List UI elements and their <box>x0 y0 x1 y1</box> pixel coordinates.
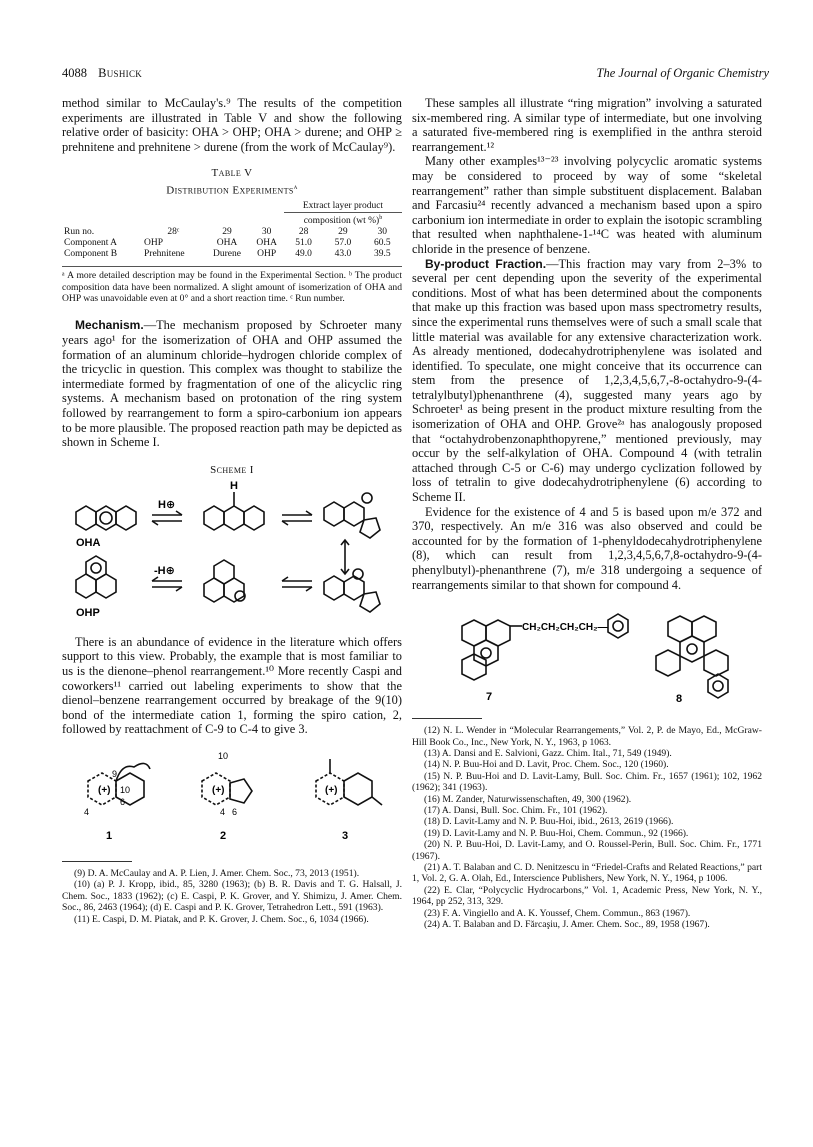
footnote: (13) A. Dansi and E. Salvioni, Gazz. Chim. Ital., 71, 549 (1949). <box>424 748 672 759</box>
footnote: (21) A. T. Balaban and C. D. Nenitzescu in “Friedel-Crafts and Related Reactions,” part 1, Vol. 2, G. A. Olah, Ed., Interscience Publishers, New York, N. Y., 1964, p 1006. <box>412 862 762 885</box>
table-row: Component A OHP OHA OHA 51.0 57.0 60.5 <box>64 238 391 249</box>
footnote-divider <box>62 861 132 862</box>
running-author: Busнick <box>98 66 143 80</box>
footnote: (9) D. A. McCaulay and A. P. Lien, J. Amer. Chem. Soc., 73, 2013 (1951). <box>74 867 360 879</box>
position-10-label: 10 <box>120 784 131 795</box>
table-notes: ᵃ A more detailed description may be found in the Experimental Section. ᵇ The product composition data have been normalized. A slight amount of isomerization of OHA and OHP was unavoidable even at 0° and a short reaction time. ᶜ Run number. <box>62 266 402 304</box>
skeletal-rearrangement-paragraph: Many other examples¹³⁻²³ involving polycyclic aromatic systems may be considered to proceed by way of some “skeletal rearrangement” rather than simple substituent displacement. Balaban and Farcasiu²⁴ recently advanced a mechanism based upon a spiro carbonium ion intermediate in order to explain the isotopic scrambling that resulted when naphthalene-1-¹⁴C was heated with aluminum chloride in the presence of benzene. <box>412 154 762 256</box>
compound-structures <box>412 602 762 712</box>
footnote: (14) N. P. Buu-Hoi and D. Lavit, Proc. Chem. Soc., 120 (1960). <box>424 759 669 771</box>
position-6-label-2: 6 <box>232 806 238 817</box>
footnote: (15) N. P. Buu-Hoi and D. Lavit-Lamy, Bull. Soc. Chim. Fr., 1657 (1961); 102, 1962 (1962); 341 (1963). <box>412 770 762 794</box>
footnote: (18) D. Lavit-Lamy and N. P. Buu-Hoi, ibid., 2613, 2619 (1966). <box>424 816 674 828</box>
footnote: (20) N. P. Buu-Hoi, D. Lavit-Lamy, and O. Roussel-Perin, Bull. Soc. Chim. Fr., 1771 (1967). <box>412 839 762 862</box>
table-row-runs: Run no. 28ᶜ 29 30 28 29 30 <box>64 227 388 238</box>
footnotes-right <box>412 725 762 930</box>
table-v <box>62 167 402 304</box>
footnote: (11) E. Caspi, D. M. Piatak, and P. K. Grover, J. Chem. Soc., 6, 1034 (1966). <box>74 913 369 925</box>
footnote: (22) E. Clar, “Polycyclic Hydrocarbons,” Vol. 1, Academic Press, New York, N. Y., 1964, pp 252, 313, 329. <box>412 884 762 908</box>
position-4-label-2: 4 <box>220 806 226 817</box>
butyl-chain-label: CH₂CH₂CH₂CH₂— <box>522 622 608 634</box>
extract-header: Extract layer product <box>302 201 384 212</box>
distribution-table <box>62 201 402 260</box>
cation-plus-2: (+) <box>212 784 225 796</box>
cation-structures <box>62 743 402 851</box>
byproduct-heading: By-product Fraction. <box>425 256 547 271</box>
page-header-left <box>62 66 142 81</box>
cation-plus-3: (+) <box>325 784 338 796</box>
ring-migration-paragraph: These samples all illustrate “ring migration” involving a saturated six-membered ring. A similar type of intermediate, but one involving a saturated five-membered ring is exemplified in the anthra steroid rearrangement.¹² <box>412 96 762 154</box>
footnote: (19) D. Lavit-Lamy and N. P. Buu-Hoi, Chem. Commun., 92 (1966). <box>424 827 689 839</box>
cation-plus-1: (+) <box>98 784 111 796</box>
footnote: (24) A. T. Balaban and D. Fărcaşiu, J. Amer. Chem. Soc., 89, 1958 (1967). <box>424 919 710 931</box>
mechanism-paragraph: Mechanism.—The mechanism proposed by Schroeter many years ago¹ for the isomerization of OHA and OHP assumed the formation of an aluminum chloride–hydrogen chloride complex of the tricyclic in question. This complex was thought to stabilize the intermediate formed by fragmentation of one of the alicyclic ring systems. A mechanism based on protonation of the ring system followed by rearrangement to form a spiro-carbonium ion appears to be more plausible. The proposed reaction path may be depicted as shown in Scheme I. <box>62 318 402 450</box>
position-9-label: 9 <box>112 768 118 779</box>
byproduct-paragraph: By-product Fraction.—This fraction may vary from 2–3% to several per cent depending upon the severity of the experimental conditions. Most of what has been determined about the components that make up this fraction was based upon mass spectrometry results, since the experimental runs themselves were of such a small scale that little material was available for any extensive characterization work. As already mentioned, dodecahydrotriphenylene was isolated and identified. To speculate, one might conceive that its occurrence can stem from the presence of 1,2,3,4,5,6,7,-8-octahydro-9-(4-tetralylbutyl)phenanthrene (4), suggested many years ago by Schroeter¹ as being present in the product mixture resulting from the isomerization of OHA and OHP. Grove²ᵃ has analogously proposed that “octahydrobenzonaphthopyrene,” mentioned previously, may occur by the self-alkylation of OHA. Compound 4 (with tetralin attached through C-5 or C-6) may undergo cyclization followed by loss of tetralin to give dodecahydrotriphenylene (6) according to Scheme II. <box>412 256 762 505</box>
oha-label: OHA <box>76 536 101 549</box>
position-4-label: 4 <box>84 806 90 817</box>
compound-7-label: 7 <box>486 691 493 704</box>
table-title: Table V <box>211 167 253 180</box>
scheme-title: Scheme I <box>210 463 254 476</box>
journal-title: The Journal of Organic Chemistry <box>596 66 769 80</box>
left-column <box>62 96 402 925</box>
evidence-paragraph: There is an abundance of evidence in the literature which offers support to this view. Probably, the example that is most familiar to us is the dienone–phenol rearrangement.¹⁰ More recently Caspi and coworkers¹¹ carried out labeling experiments to show that the dienol–benzene rearrangement occurred by breakage of the 9(10) bond of the intermediate cation 1, forming the spiro cation, 2, followed by reattachment of C-9 to C-4 to give 3. <box>62 634 402 737</box>
position-10-label-2: 10 <box>218 750 229 761</box>
footnotes-left <box>62 868 402 925</box>
intro-paragraph: method similar to McCaulay's.⁹ The results of the competition experiments are illustrated in Table V and show the following relative order of basicity: OHA > OHP; OHA > durene; and OHP ≥ prehnitene and prehnitene > durene (from the work of McCaulay⁹). <box>62 96 402 154</box>
position-6-label: 6 <box>120 796 126 807</box>
footnote: (12) N. L. Wender in “Molecular Rearrangements,” Vol. 2, P. de Mayo, Ed., McGraw-Hill Book Co., Inc., New York, N. Y., 1963, p 1063. <box>412 725 762 748</box>
composition-header: composition (wt %)$^b$ <box>284 213 402 228</box>
mechanism-heading: Mechanism. <box>75 318 144 333</box>
minus-h-plus-label: -H⊕ <box>154 564 175 577</box>
footnote: (16) M. Zander, Naturwissenschaften, 49, 300 (1962). <box>424 793 632 805</box>
table-row: Component B Prehnitene Durene OHP 49.0 43.0 39.5 <box>64 249 391 260</box>
footnote: (10) (a) P. J. Kropp, ibid., 85, 3280 (1963); (b) B. R. Davis and T. G. Halsall, J. Chem. Soc., 1833 (1962); (c) E. Caspi, P. K. Grover, and Y. Shimizu, J. Amer. Chem. Soc., 86, 2463 (1964); (d) E. Caspi and P. K. Grover, Tetrahedron Lett., 591 (1963). <box>62 879 402 914</box>
ohp-label: OHP <box>76 606 100 619</box>
right-column <box>412 96 762 931</box>
table-subtitle: Distribution Experiments$^a$ <box>166 183 298 198</box>
compound-8-label: 8 <box>676 693 683 706</box>
scheme-i-diagram <box>62 478 402 623</box>
h-plus-label: H⊕ <box>158 498 176 511</box>
footnote: (17) A. Dansi, Bull. Soc. Chim. Fr., 101 (1962). <box>424 805 608 817</box>
cation-1-label: 1 <box>106 829 113 842</box>
cation-3-label: 3 <box>342 829 349 842</box>
page-number: 4088 <box>62 66 87 80</box>
footnote-divider-right <box>412 718 482 719</box>
footnote: (23) F. A. Vingiello and A. K. Youssef, Chem. Commun., 863 (1967). <box>424 907 691 919</box>
evidence-mass-paragraph: Evidence for the existence of 4 and 5 is based upon m/e 372 and 370, respectively. An m/e 316 was also observed and could be accounted for by the formation of 1-phenyldodecahydrotriphenylene (8), which can result from 1,2,3,4,5,6,7,8-octahydro-9-(4-phenylbutyl)-phenanthrene (7), m/e 318 undergoing a sequence of rearrangements similar to that shown for compound 4. <box>412 504 762 592</box>
cation-2-label: 2 <box>220 829 227 842</box>
hydrogen-label: H <box>230 479 238 492</box>
